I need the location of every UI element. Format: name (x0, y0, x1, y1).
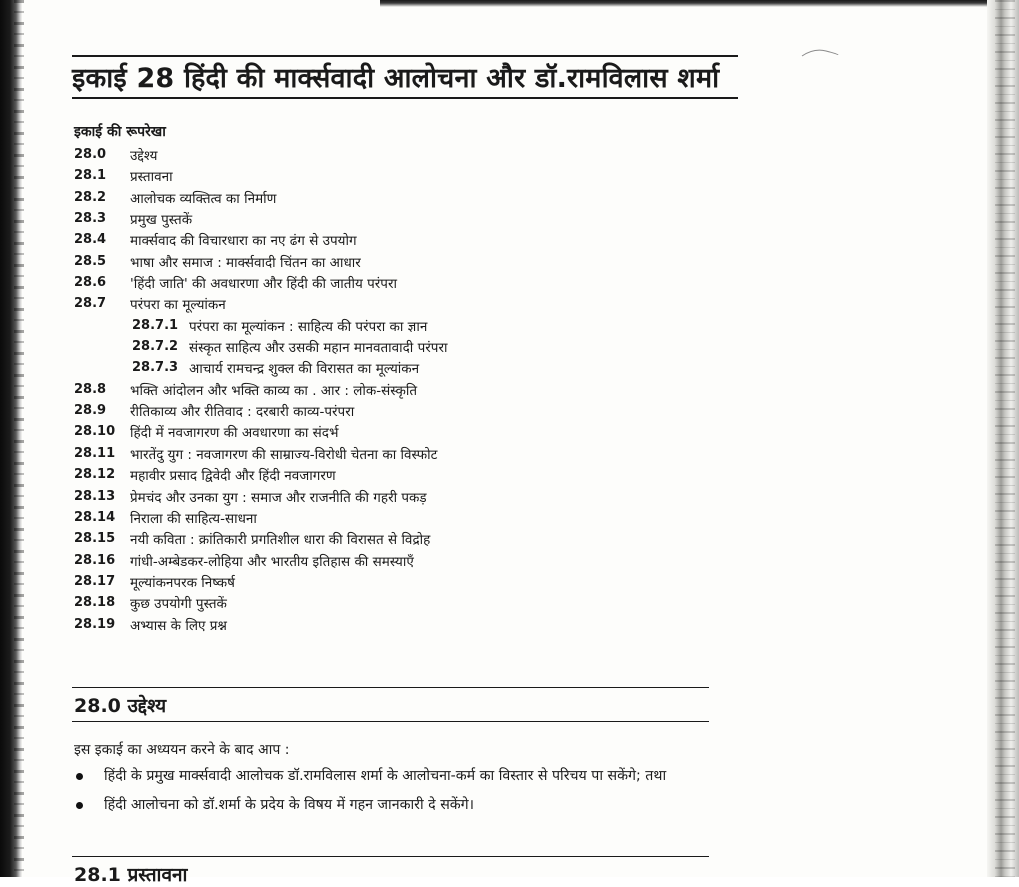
toc-item-label: मूल्यांकनपरक निष्कर्ष (130, 574, 235, 591)
intro-text: इस इकाई का अध्ययन करने के बाद आप : (74, 742, 290, 758)
toc-item-label: संस्कृत साहित्य और उसकी महान मानवतावादी परंपरा (189, 340, 448, 357)
toc-item-label: महावीर प्रसाद द्विवेदी और हिंदी नवजागरण (130, 468, 336, 485)
list-item (74, 792, 714, 818)
toc-item-label: आचार्य रामचन्द्र शुक्ल की विरासत का मूल्यांकन (189, 361, 420, 378)
scan-top-edge (380, 0, 1000, 7)
pencil-mark-icon (800, 46, 840, 60)
toc-item-number: 28.9 (74, 403, 107, 419)
toc-item-label: गांधी-अम्बेडकर-लोहिया और भारतीय इतिहास की समस्याएँ (130, 553, 414, 570)
toc-item-number: 28.8 (74, 381, 107, 397)
toc-item-number: 28.7 (74, 296, 107, 312)
toc-item-number: 28.14 (74, 509, 116, 525)
toc-item-number: 28.11 (74, 445, 116, 461)
scan-left-edge (0, 0, 22, 877)
toc-item-label: हिंदी में नवजागरण की अवधारणा का संदर्भ (130, 425, 339, 442)
toc-item-label: परंपरा का मूल्यांकन (130, 297, 226, 314)
title-bottom-rule (72, 97, 738, 99)
section-heading: 28.0 उद्देश्य (74, 695, 167, 717)
list-item (74, 763, 714, 789)
objectives-list (74, 763, 714, 821)
toc-item-number: 28.18 (74, 595, 116, 611)
toc-item-number: 28.10 (74, 424, 116, 440)
bullet-icon (76, 802, 83, 809)
toc-item-label: आलोचक व्यक्तित्व का निर्माण (130, 190, 277, 207)
toc-item-label: 'हिंदी जाति' की अवधारणा और हिंदी की जातीय परंपरा (130, 276, 397, 293)
toc-item-label: भाषा और समाज : मार्क्सवादी चिंतन का आधार (130, 254, 361, 271)
toc-item-number: 28.19 (74, 616, 116, 632)
toc-item-label: प्रेमचंद और उनका युग : समाज और राजनीति की गहरी पकड़ (130, 489, 427, 506)
toc-item-label: कुछ उपयोगी पुस्तकें (130, 596, 227, 613)
objective-text: हिंदी आलोचना को डॉ.शर्मा के प्रदेय के विषय में गहन जानकारी दे सकेंगे। (104, 797, 475, 813)
section-bottom-rule (72, 721, 709, 722)
toc-item-label: प्रस्तावना (130, 169, 173, 186)
toc-item-number: 28.7.3 (132, 360, 179, 376)
toc-item-label: नयी कविता : क्रांतिकारी प्रगतिशील धारा की विरासत से विद्रोह (130, 532, 431, 549)
toc-item-number: 28.7.2 (132, 339, 179, 355)
next-section-heading: 28.1 प्रस्तावना (74, 864, 188, 886)
toc-item-number: 28.4 (74, 232, 107, 248)
scan-right-edge (987, 0, 1019, 877)
toc-item-label: उद्देश्य (130, 148, 158, 164)
toc-item-label: भक्ति आंदोलन और भक्ति काव्य का . आर : लोक-संस्कृति (130, 382, 418, 399)
toc-item-number: 28.16 (74, 552, 116, 568)
toc-item-number: 28.12 (74, 467, 116, 483)
next-section-rule (72, 856, 709, 857)
title-top-rule (72, 55, 738, 57)
toc-item-label: भारतेंदु युग : नवजागरण की साम्राज्य-विरोधी चेतना का विस्फोट (130, 446, 438, 463)
section-top-rule (72, 687, 709, 688)
toc-item-label: निराला की साहित्य-साधना (130, 510, 257, 527)
toc-item-number: 28.2 (74, 189, 107, 205)
toc-item-number: 28.7.1 (132, 317, 179, 333)
toc-item-label: रीतिकाव्य और रीतिवाद : दरबारी काव्य-परंपरा (130, 404, 355, 421)
toc-item-number: 28.6 (74, 275, 107, 291)
bullet-icon (76, 773, 83, 780)
toc-item-number: 28.3 (74, 211, 107, 227)
toc-item-number: 28.5 (74, 253, 107, 269)
toc-item-label: परंपरा का मूल्यांकन : साहित्य की परंपरा का ज्ञान (189, 318, 428, 335)
toc-item-label: अभ्यास के लिए प्रश्न (130, 617, 227, 634)
toc-item-number: 28.15 (74, 531, 116, 547)
toc-item-label: मार्क्सवाद की विचारधारा का नए ढंग से उपयोग (130, 233, 357, 250)
toc-item-label: प्रमुख पुस्तकें (130, 212, 193, 229)
toc-item-number: 28.0 (74, 147, 107, 162)
toc-item-number: 28.17 (74, 573, 116, 589)
objective-text: हिंदी के प्रमुख मार्क्सवादी आलोचक डॉ.रामविलास शर्मा के आलोचना-कर्म का विस्तार से परिचय पा सकेंगे; तथा (104, 768, 667, 784)
toc-item-number: 28.1 (74, 168, 107, 184)
outline-heading: इकाई की रूपरेखा (74, 124, 166, 140)
toc-item-number: 28.13 (74, 488, 116, 504)
unit-title: इकाई 28 हिंदी की मार्क्सवादी आलोचना और डॉ.रामविलास शर्मा (72, 63, 720, 94)
